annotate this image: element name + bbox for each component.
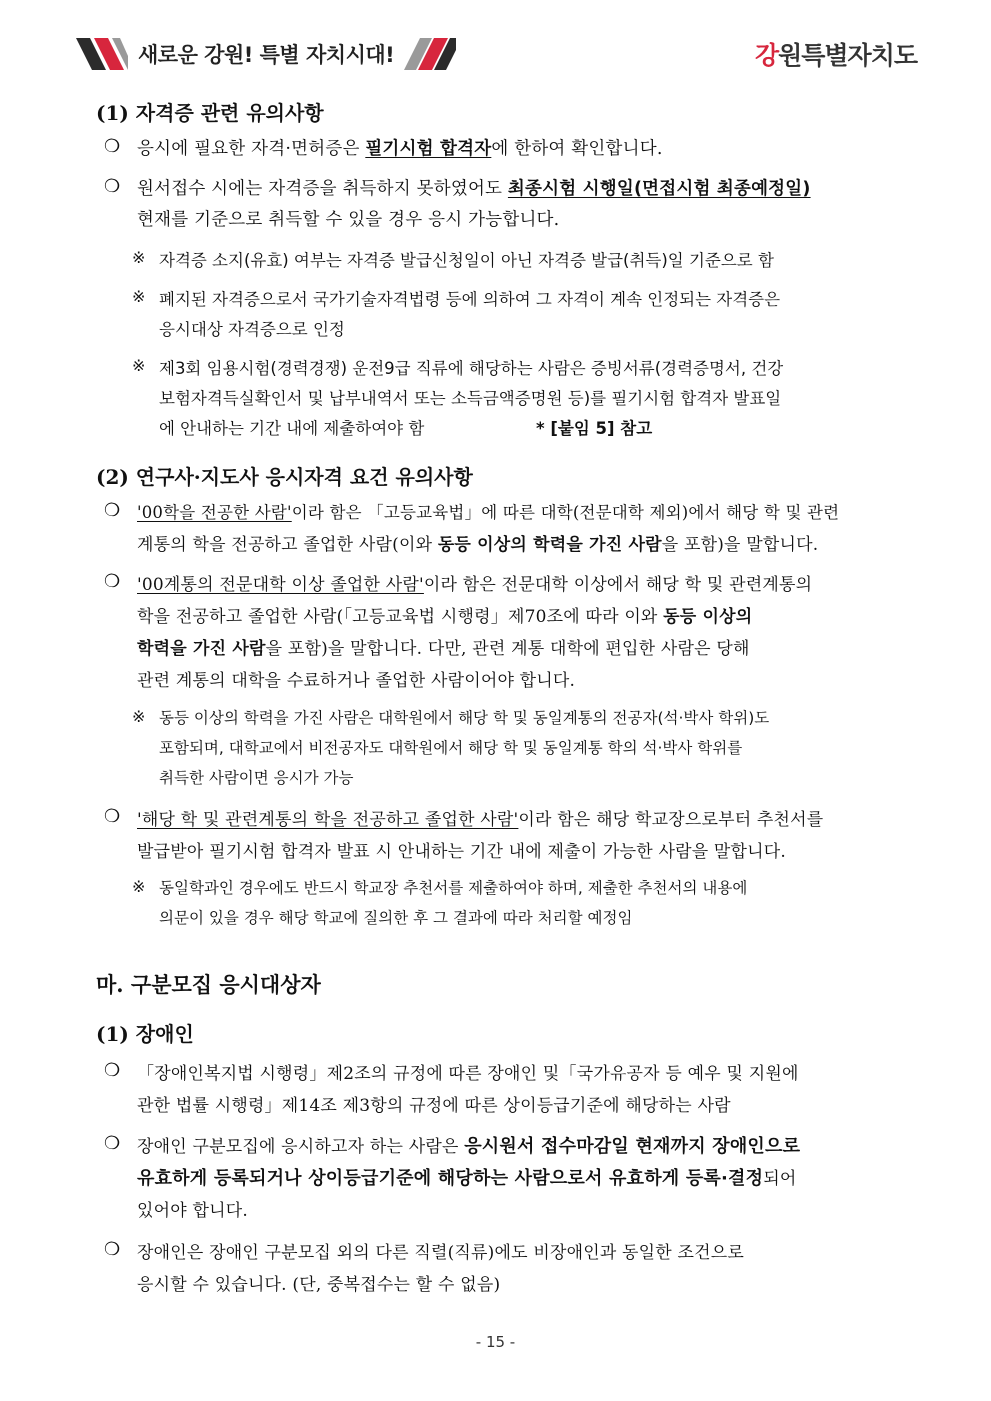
emphasis: 동등 이상의 (663, 607, 753, 627)
section-title: (1) 장애인 (96, 1022, 194, 1046)
paragraph-line (137, 1164, 797, 1190)
note-mark-icon: ※ (132, 877, 146, 896)
note-line: 동등 이상의 학력을 가진 사람은 대학원에서 해당 학 및 동일계통의 전공자(석·박사 학위)도 (159, 709, 770, 727)
paragraph-line: 현재를 기준으로 취득할 수 있을 경우 응시 가능합니다. (137, 210, 560, 230)
paragraph-line (137, 1132, 800, 1158)
paragraph-line: 응시할 수 있습니다. (단, 중복접수는 할 수 없음) (137, 1275, 501, 1295)
emphasis: 유효하게 등록되거나 상이등급기준에 해당하는 사람으로서 유효하게 등록·결정 (137, 1168, 764, 1189)
note-mark-icon: ※ (132, 356, 146, 375)
bullet-icon: ❍ (104, 136, 121, 157)
underlined-term: '00학을 전공한 사람' (137, 503, 292, 522)
chapter-title: 마. 구분모집 응시대상자 (96, 972, 321, 997)
brand-rest: 원특별자치도 (778, 41, 917, 70)
paragraph-line (137, 602, 752, 627)
bullet-icon: ❍ (104, 176, 121, 197)
paragraph-line (137, 570, 812, 595)
text: 이라 함은 「고등교육법」에 따른 대학(전문대학 제외)에서 해당 학 및 관련 (291, 503, 840, 522)
emphasis: 필기시험 합격자 (365, 139, 492, 159)
note-line: 제3회 임용시험(경력경쟁) 운전9급 직류에 해당하는 사람은 증빙서류(경력증명서, 건강 (159, 359, 784, 378)
paragraph-line (137, 175, 811, 200)
paragraph-line: 발급받아 필기시험 합격자 발표 시 안내하는 기간 내에 제출이 가능한 사람을 말합니다. (137, 842, 787, 862)
note-line: 에 안내하는 기간 내에 제출하여야 함 (159, 419, 425, 438)
emphasis: 학력을 가진 사람 (137, 639, 266, 659)
note-line: 폐지된 자격증으로서 국가기술자격법령 등에 의하여 그 자격이 계속 인정되는 자격증은 (159, 290, 781, 309)
paragraph-line (137, 135, 663, 160)
note-line: 의문이 있을 경우 해당 학교에 질의한 후 그 결과에 따라 처리할 예정임 (159, 909, 633, 927)
note-line: 자격증 소지(유효) 여부는 자격증 발급신청일이 아닌 자격증 발급(취득)일 기준으로 함 (159, 251, 774, 270)
paragraph-line (137, 530, 818, 555)
note-mark-icon: ※ (132, 287, 146, 306)
emphasis: 응시원서 접수마감일 현재까지 장애인으로 (464, 1136, 801, 1157)
bullet-icon: ❍ (104, 571, 121, 592)
text: 원서접수 시에는 자격증을 취득하지 못하였어도 (137, 179, 508, 199)
page-number: - 15 - (475, 1333, 516, 1351)
paragraph-line: 관한 법률 시행령」제14조 제3항의 규정에 따른 상이등급기준에 해당하는 사람 (137, 1096, 731, 1116)
bullet-icon: ❍ (104, 1060, 121, 1081)
note-line: 동일학과인 경우에도 반드시 학교장 추천서를 제출하여야 하며, 제출한 추천서의 내용에 (159, 879, 748, 897)
underlined-term: '00계통의 전문대학 이상 졸업한 사람' (137, 575, 424, 595)
note-line: 보험자격득실확인서 및 납부내역서 또는 소득금액증명원 등)를 필기시험 합격자 발표일 (159, 389, 782, 408)
text: 이라 함은 전문대학 이상에서 해당 학 및 관련계통의 (423, 575, 813, 595)
paragraph-line: 「장애인복지법 시행령」제2조의 규정에 따른 장애인 및「국가유공자 등 예우 및 지원에 (137, 1064, 799, 1084)
underlined-term: '해당 학 및 관련계통의 학을 전공하고 졸업한 사람' (137, 810, 519, 830)
text: 되어 (763, 1169, 797, 1189)
note-line: 포함되며, 대학교에서 비전공자도 대학원에서 해당 학 및 동일계통 학의 석·박사 학위를 (159, 739, 743, 757)
slogan-banner (76, 36, 456, 72)
text: 을 포함)을 말합니다. (661, 535, 819, 555)
paragraph-line (137, 634, 750, 659)
section-title: (2) 연구사·지도사 응시자격 요건 유의사항 (96, 465, 473, 489)
emphasis: 동등 이상의 학력을 가진 사람 (437, 535, 662, 555)
note-mark-icon: ※ (132, 707, 146, 726)
text: 계통의 학을 전공하고 졸업한 사람(이와 (137, 535, 438, 555)
text: 학을 전공하고 졸업한 사람(「고등교육법 시행령」제70조에 따라 이와 (137, 607, 664, 627)
brand-logo (755, 36, 917, 72)
paragraph-line (137, 499, 839, 523)
text: 에 한하여 확인합니다. (491, 139, 663, 159)
bullet-icon: ❍ (104, 1133, 121, 1154)
note-line: 응시대상 자격증으로 인정 (159, 320, 345, 339)
paragraph-line: 장애인은 장애인 구분모집 외의 다른 직렬(직류)에도 비장애인과 동일한 조건으로 (137, 1243, 745, 1263)
text: 을 포함)을 말합니다. 다만, 관련 계통 대학에 편입한 사람은 당해 (265, 639, 750, 659)
text: 장애인 구분모집에 응시하고자 하는 사람은 (137, 1137, 465, 1157)
bullet-icon: ❍ (104, 1239, 121, 1260)
stripes-right-icon (404, 38, 456, 70)
page-header (0, 0, 991, 90)
paragraph-line: 관련 계통의 대학을 수료하거나 졸업한 사람이어야 합니다. (137, 671, 576, 691)
bullet-icon: ❍ (104, 806, 121, 827)
text: 이라 함은 해당 학교장으로부터 추천서를 (518, 810, 824, 830)
note-mark-icon: ※ (132, 248, 146, 267)
paragraph-line: 있어야 합니다. (137, 1201, 248, 1221)
paragraph-line (137, 805, 823, 830)
bullet-icon: ❍ (104, 500, 121, 521)
slogan-text: 새로운 강원! 특별 자치시대! (138, 43, 395, 67)
text: 응시에 필요한 자격·면허증은 (137, 139, 366, 159)
note-line: 취득한 사람이면 응시가 가능 (159, 769, 354, 787)
emphasis: 최종시험 시행일(면접시험 최종예정일) (507, 179, 811, 199)
section-title: (1) 자격증 관련 유의사항 (96, 101, 324, 125)
attachment-reference: * [붙임 5] 참고 (536, 419, 653, 438)
brand-accent: 강 (754, 41, 779, 70)
stripes-left-icon (76, 38, 128, 70)
